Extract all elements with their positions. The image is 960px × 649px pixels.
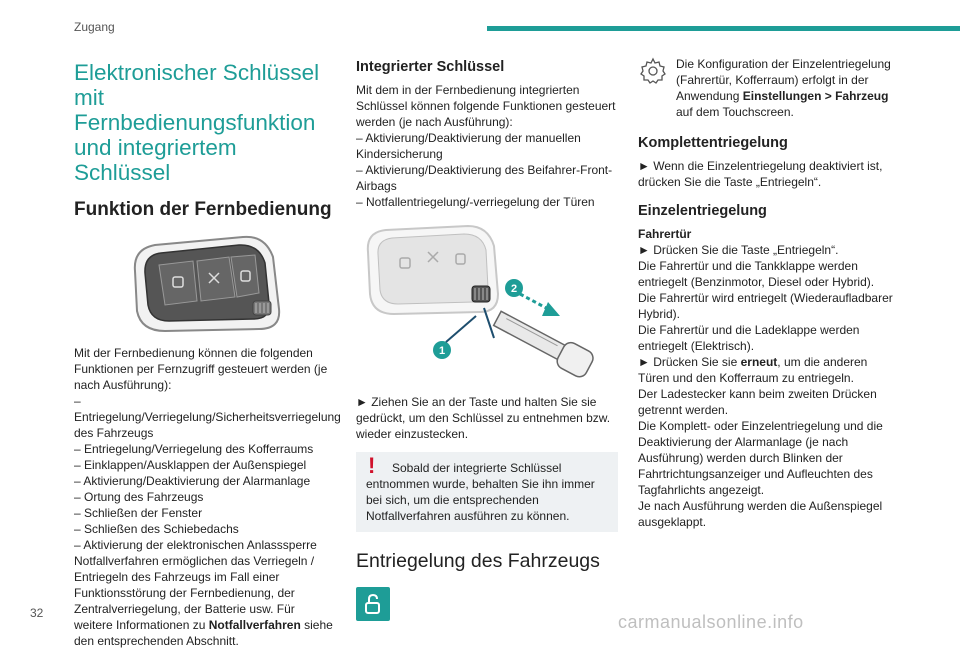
text-line: ► Drücken Sie die Taste „Entriegeln“.: [638, 243, 839, 257]
again-text: erneut: [740, 355, 778, 369]
warning-icon: !: [368, 453, 376, 478]
remote-intro-text: Mit der Fernbedienung können die folgenden Funktionen per Fernzugriff gesteuert werden (je nach Ausführung):: [74, 346, 328, 392]
config-text: [638, 56, 900, 120]
page-title: Elektronischer Schlüssel mit Fernbedienungsfunktion und integriertem Schlüssel: [74, 60, 320, 185]
callout-label-1: 1: [438, 345, 446, 357]
unlock-icon: [356, 587, 390, 621]
warning-text: Sobald der integrierte Schlüssel entnommen wurde, behalten Sie ihn immer bei sich, um die entsprechenden Notfallverfahren ausführen zu können.: [366, 461, 595, 523]
step-text: , um die anderen Türen und den Kofferraum zu entriegeln.: [638, 355, 868, 385]
list-item: – Aktivierung/Deaktivierung des Beifahrer-Front-Airbags: [356, 163, 613, 193]
heading-full-unlock: Komplettentriegelung: [638, 135, 788, 151]
remote-function-list: [74, 393, 341, 553]
column-middle: [356, 56, 618, 621]
text-line: Die Fahrertür wird entriegelt (Wiederaufladbarer Hybrid).: [638, 291, 893, 321]
header-accent-bar: [487, 26, 960, 31]
list-item: – Notfallentriegelung/-verriegelung der Türen: [356, 195, 595, 209]
heading-driver-door: Fahrertür: [638, 227, 692, 241]
section-label: Zugang: [74, 20, 115, 34]
heading-remote-function: Funktion der Fernbedienung: [74, 199, 332, 220]
config-text-part: Die Konfiguration der Einzelentriegelung (Fahrertür, Kofferraum) erfolgt in der Anwendung: [676, 57, 891, 103]
config-note: [638, 56, 900, 120]
integrated-key-list: [356, 130, 618, 210]
list-item: – Entriegelung/Verriegelung/Sicherheitsverriegelung des Fahrzeugs: [74, 394, 341, 440]
text-line: Der Ladestecker kann beim zweiten Drücken getrennt werden.: [638, 387, 877, 417]
heading-single-unlock: Einzelentriegelung: [638, 203, 767, 219]
column-right: [638, 56, 900, 530]
heading-integrated-key: Integrierter Schlüssel: [356, 59, 505, 75]
warning-note: [356, 452, 618, 532]
heading-unlocking: Entriegelung des Fahrzeugs: [356, 550, 600, 572]
list-item: – Schließen der Fenster: [74, 506, 203, 520]
list-item: – Entriegelung/Verriegelung des Kofferraums: [74, 442, 314, 456]
extract-key-step: ► Ziehen Sie an der Taste und halten Sie sie gedrückt, um den Schlüssel zu entnehmen bzw. wieder einzustecken.: [356, 395, 611, 441]
list-item: – Aktivierung der elektronischen Anlasssperre: [74, 538, 317, 552]
settings-path-text: Einstellungen > Fahrzeug: [742, 89, 889, 103]
callout-label-2: 2: [510, 283, 518, 295]
full-unlock-step: ► Wenn die Einzelentriegelung deaktiviert ist, drücken Sie die Taste „Entriegeln“.: [638, 159, 883, 189]
emergency-note: [74, 553, 336, 649]
key-fob-illustration: [125, 231, 285, 335]
config-text-part: auf dem Touchscreen.: [676, 105, 794, 119]
emergency-link-text: Notfallverfahren: [208, 618, 301, 632]
gear-icon: [638, 56, 668, 86]
note-text: siehe den entsprechenden Abschnitt.: [74, 618, 333, 648]
text-line: Je nach Ausführung werden die Außenspiegel ausgeklappt.: [638, 499, 883, 529]
list-item: – Einklappen/Ausklappen der Außenspiegel: [74, 458, 307, 472]
note-text: Notfallverfahren ermöglichen das Verriegeln / Entriegeln des Fahrzeugs im Fall einer Funktionsstörung der Fernbedienung, der Zentralverriegelung, der Batterie usw. Für weitere Informationen zu: [74, 554, 315, 632]
page-number: 32: [30, 606, 44, 620]
list-item: – Aktivierung/Deaktivierung der manuellen Kindersicherung: [356, 131, 581, 161]
column-left: [74, 56, 341, 649]
integrated-key-intro: Mit dem in der Fernbedienung integrierten Schlüssel können folgende Funktionen gesteuert werden (je nach Ausführung):: [356, 83, 616, 129]
list-item: – Aktivierung/Deaktivierung der Alarmanlage: [74, 474, 311, 488]
list-item: – Schließen des Schiebedachs: [74, 522, 239, 536]
press-again-step: [638, 354, 900, 386]
step-text: ► Drücken Sie sie: [638, 355, 741, 369]
list-item: – Ortung des Fahrzeugs: [74, 490, 204, 504]
key-extraction-illustration: [364, 224, 604, 384]
text-line: Die Fahrertür und die Ladeklappe werden entriegelt (Elektrisch).: [638, 323, 860, 353]
text-line: Die Komplett- oder Einzelentriegelung und die Deaktivierung der Alarmanlage (je nach Ausführung) werden durch Blinken der Fahrtrichtungsanzeiger und Aufleuchten des Tagfahrlichts angezeigt.: [638, 419, 883, 497]
watermark: carmanualsonline.info: [618, 612, 804, 632]
text-line: Die Fahrertür und die Tankklappe werden entriegelt (Benzinmotor, Diesel oder Hybrid).: [638, 259, 875, 289]
